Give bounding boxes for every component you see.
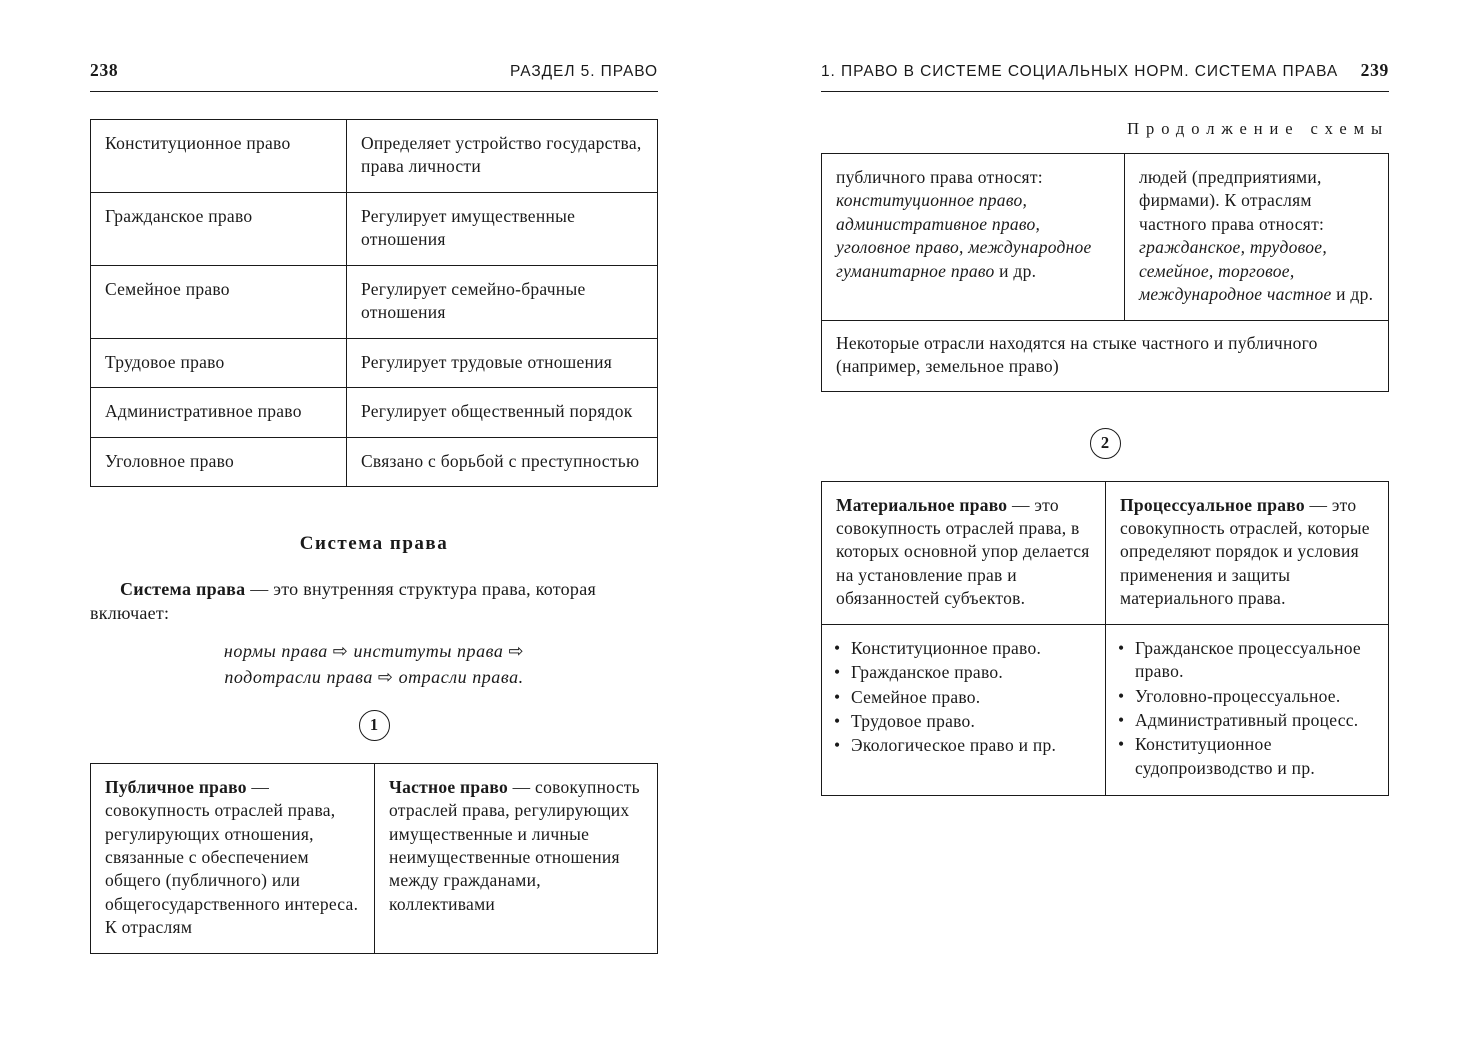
bullet-icon: • [1118,685,1125,706]
definition-cell: Регулирует имущественные отношения [346,193,657,265]
page-header-right [821,60,1389,92]
law-branches-table [90,119,658,487]
bullet-icon: • [834,637,841,658]
running-title-left: РАЗДЕЛ 5. ПРАВО [510,63,658,80]
public-branches-cell [822,154,1124,320]
bullet-icon: • [834,735,841,756]
term-cell: Уголовное право [105,450,235,471]
table-row [822,624,1388,796]
bullet-icon: • [834,662,841,683]
material-process-table [821,481,1389,797]
term-cell: Трудовое право [105,351,225,372]
private-law-cell [374,764,657,953]
definition-cell: Регулирует общественный порядок [346,388,657,436]
term-cell: Административное право [105,401,302,422]
private-law-text: — совокупность отраслей права, регулирующих имущественные и личные неимущественные отношения между гражданами, коллективами [389,776,640,914]
term-cell: Конституционное право [105,133,291,153]
page-239 [739,0,1478,1046]
table-row [822,482,1388,624]
definition-cell: Связано с борьбой с преступностью [346,438,657,486]
definition-cell: Регулирует трудовые отношения [346,339,657,387]
list-item [834,734,1091,757]
scheme-marker-2: 2 [1090,428,1121,459]
term-cell: Семейное право [105,278,230,299]
table-row [91,387,657,436]
bullet-icon: • [1118,734,1125,755]
private-branches-lead: людей (предприятиями, фирмами). К отраслям частного права относят: [1139,167,1325,234]
page-header-left [90,60,658,92]
scheme-marker-1: 1 [359,710,390,741]
private-branches-cell [1124,154,1388,320]
table-row [91,437,657,486]
bullet-icon: • [834,711,841,731]
list-item [834,661,1091,684]
material-law-list [822,625,1105,796]
list-item-text: Трудовое право. [851,711,976,731]
public-branches-list: конституционное право, административное право, уголовное право, международное гуманитарное право [836,190,1092,281]
table-row [91,120,657,192]
public-law-text: — совокупность отраслей права, регулирующих отношения, связанные с обеспечением общего (публичного) или общегосударственного интереса. К отраслям [105,776,359,938]
chain-scheme [90,638,658,690]
intro-paragraph [90,577,658,626]
chain-line-2: подотрасли права ⇨ отрасли права. [224,666,524,687]
public-law-cell [91,764,374,953]
list-item-text: Экологическое право и пр. [851,735,1057,756]
list-item-text: Семейное право. [851,686,981,707]
private-law-term: Частное право [389,776,508,797]
list-item [1118,685,1374,708]
process-law-term: Процессуальное право [1120,494,1305,515]
definition-cell: Определяет устройство государства, права личности [346,120,657,192]
material-law-text: — это совокупность отраслей права, в которых основной упор делается на установление прав и обязанностей субъектов. [836,494,1090,609]
list-item [1118,637,1374,684]
list-item-text: Конституционное судопроизводство и пр. [1135,734,1315,778]
public-law-term: Публичное право [105,776,247,797]
table-row [91,338,657,387]
table-row [822,154,1388,320]
bullet-icon: • [1118,710,1125,730]
process-law-cell [1105,482,1388,624]
list-item [1118,709,1374,732]
table-row [91,192,657,265]
table-row [91,764,657,953]
definition-cell: Регулирует семейно-брачные отношения [346,266,657,338]
public-branches-lead: публичного права относят: [836,167,1043,187]
list-item-text: Гражданское процессуальное право. [1135,637,1361,682]
page-number-left: 238 [90,60,119,80]
bullet-icon: • [834,686,841,707]
list-item [834,710,1091,733]
public-branches-tail: и др. [994,260,1037,281]
list-item [834,686,1091,709]
term-cell: Гражданское право [105,205,253,226]
intro-text: — это внутренняя структура права, которая включает: [90,578,597,624]
mixed-branches-note: Некоторые отрасли находятся на стыке частного и публичного (например, земельное право) [822,320,1388,391]
public-private-table [90,763,658,954]
running-title-right: 1. ПРАВО В СИСТЕМЕ СОЦИАЛЬНЫХ НОРМ. СИСТЕМА ПРАВА [821,63,1339,80]
list-item [1118,733,1374,780]
material-law-term: Материальное право [836,494,1008,515]
public-private-continued-table [821,153,1389,392]
material-law-cell [822,482,1105,624]
list-item-text: Конституционное право. [851,637,1042,658]
list-item [834,637,1091,660]
private-branches-list: гражданское, трудовое, семейное, торговое, международное частное [1139,237,1332,305]
page-number-right: 239 [1360,60,1389,80]
private-branches-tail: и др. [1331,284,1374,305]
intro-term: Система права [120,578,246,599]
process-law-list [1105,625,1388,796]
section-title: Система права [299,532,449,554]
list-item-text: Административный процесс. [1135,710,1359,730]
table-row [91,265,657,338]
continuation-note: Продолжение схемы [1127,119,1389,138]
process-law-text: — это совокупность отраслей, которые определяют порядок и условия применения и защиты материального права. [1120,494,1370,609]
chain-line-1: нормы права ⇨ институты права ⇨ [223,640,525,661]
list-item-text: Уголовно-процессуальное. [1135,685,1341,706]
bullet-icon: • [1118,637,1125,658]
list-item-text: Гражданское право. [851,662,1004,683]
